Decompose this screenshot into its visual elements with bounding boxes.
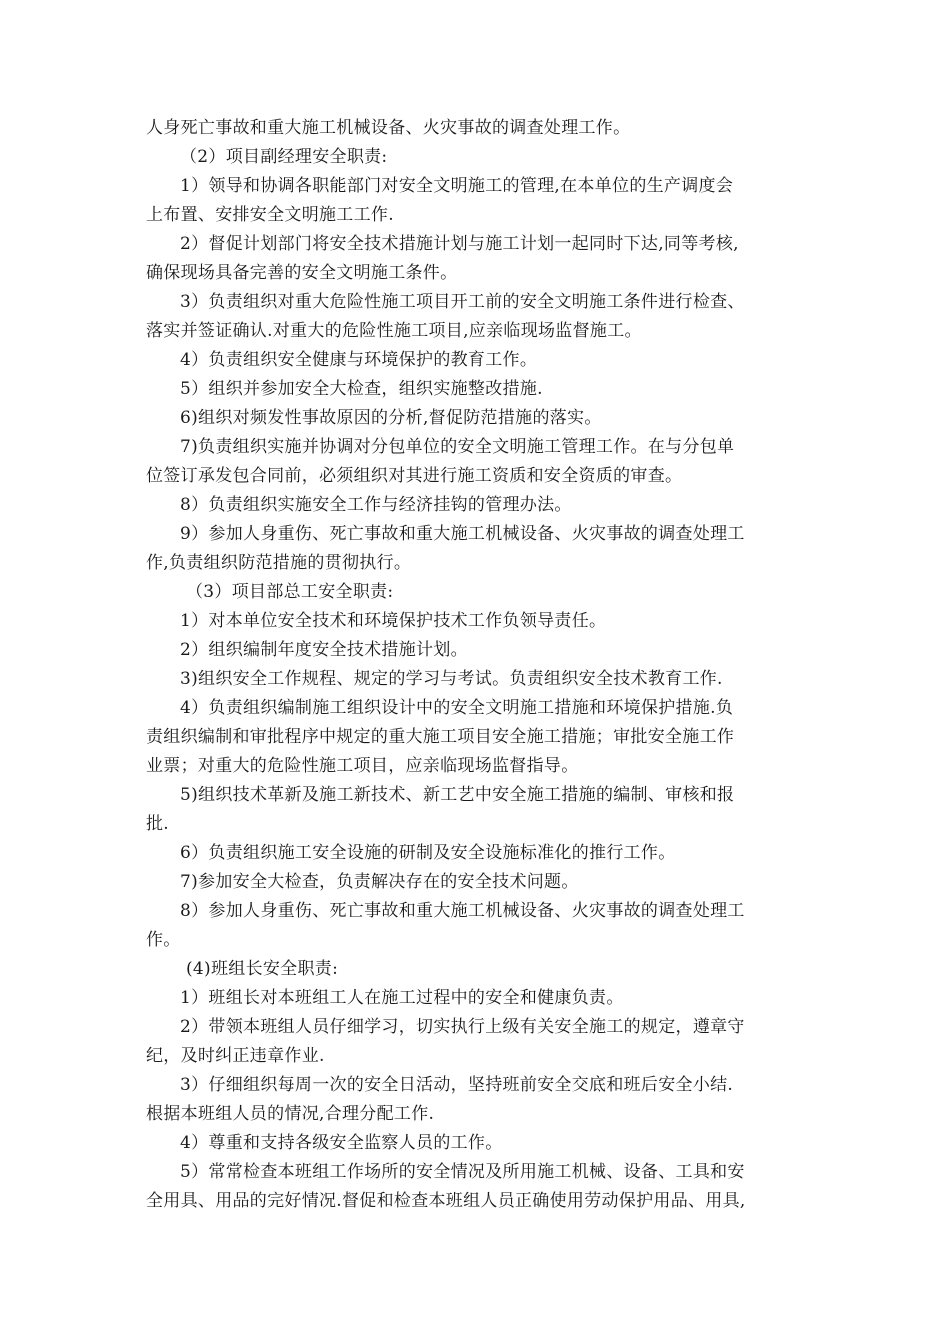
text-line: 4）负责组织安全健康与环境保护的教育工作。 [180, 350, 538, 370]
text-line: 2）督促计划部门将安全技术措施计划与施工计划一起同时下达,同等考核, [180, 234, 739, 254]
text-line: 作,负责组织防范措施的贯彻执行。 [146, 553, 412, 573]
text-line: 确保现场具备完善的安全文明施工条件。 [146, 263, 458, 283]
text-line: 4）尊重和支持各级安全监察人员的工作。 [180, 1133, 503, 1153]
text-line: 4）负责组织编制施工组织设计中的安全文明施工措施和环境保护措施.负 [180, 698, 734, 718]
text-line: 6)组织对频发性事故原因的分析,督促防范措施的落实。 [180, 408, 602, 428]
text-line: 2）组织编制年度安全技术措施计划。 [180, 640, 468, 660]
text-line: （3）项目部总工安全职责: [186, 582, 394, 602]
text-line: 1）对本单位安全技术和环境保护技术工作负领导责任。 [180, 611, 607, 631]
text-line: 8）参加人身重伤、死亡事故和重大施工机械设备、火灾事故的调查处理工 [180, 901, 745, 921]
text-line: 人身死亡事故和重大施工机械设备、火灾事故的调查处理工作。 [146, 118, 631, 138]
text-line: （2）项目副经理安全职责: [180, 147, 388, 167]
text-line: 业票；对重大的危险性施工项目，应亲临现场监督指导。 [146, 756, 579, 776]
text-line: 5)组织技术革新及施工新技术、新工艺中安全施工措施的编制、审核和报 [180, 785, 735, 805]
text-line: 5）常常检查本班组工作场所的安全情况及所用施工机械、设备、工具和安 [180, 1162, 745, 1182]
text-line: 责组织编制和审批程序中规定的重大施工项目安全施工措施；审批安全施工作 [146, 727, 735, 747]
text-line: (4)班组长安全职责: [186, 959, 339, 979]
text-line: 6）负责组织施工安全设施的研制及安全设施标准化的推行工作。 [180, 843, 676, 863]
text-line: 8）负责组织实施安全工作与经济挂钩的管理办法。 [180, 495, 572, 515]
text-line: 1）领导和协调各职能部门对安全文明施工的管理,在本单位的生产调度会 [180, 176, 734, 196]
text-line: 7)负责组织实施并协调对分包单位的安全文明施工管理工作。在与分包单 [180, 437, 735, 457]
text-line: 2）带领本班组人员仔细学习，切实执行上级有关安全施工的规定，遵章守 [180, 1017, 745, 1037]
text-line: 5）组织并参加安全大检查，组织实施整改措施. [180, 379, 543, 399]
text-line: 7)参加安全大检查，负责解决存在的安全技术问题。 [180, 872, 579, 892]
text-line: 上布置、安排安全文明施工工作. [146, 205, 394, 225]
text-line: 纪，及时纠正违章作业. [146, 1046, 325, 1066]
text-line: 位签订承发包合同前，必须组织对其进行施工资质和安全资质的审查。 [146, 466, 683, 486]
text-line: 9）参加人身重伤、死亡事故和重大施工机械设备、火灾事故的调查处理工 [180, 524, 745, 544]
text-line: 全用具、用品的完好情况.督促和检查本班组人员正确使用劳动保护用品、用具, [146, 1191, 746, 1211]
text-line: 3)组织安全工作规程、规定的学习与考试。负责组织安全技术教育工作. [180, 669, 723, 689]
document-body [146, 114, 826, 1216]
text-line: 根据本班组人员的情况,合理分配工作. [146, 1104, 435, 1124]
text-line: 批. [146, 814, 170, 834]
text-line: 3）仔细组织每周一次的安全日活动，坚持班前安全交底和班后安全小结. [180, 1075, 734, 1095]
text-line: 落实并签证确认.对重大的危险性施工项目,应亲临现场监督施工。 [146, 321, 642, 341]
text-line: 作。 [146, 930, 181, 950]
text-line: 3）负责组织对重大危险性施工项目开工前的安全文明施工条件进行检查、 [180, 292, 745, 312]
text-line: 1）班组长对本班组工人在施工过程中的安全和健康负责。 [180, 988, 624, 1008]
